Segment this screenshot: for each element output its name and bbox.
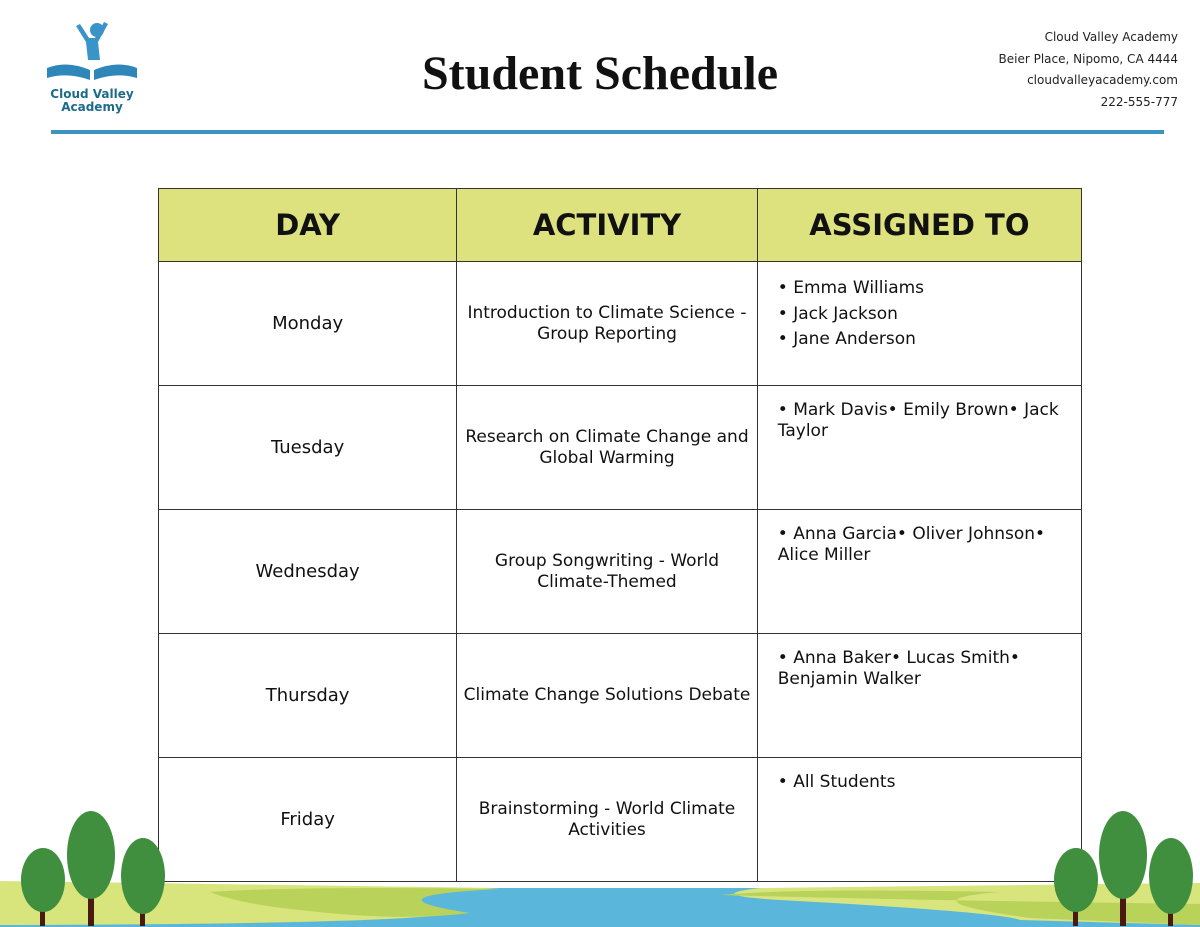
trees-right-icon (1054, 811, 1193, 926)
contact-info (999, 27, 1178, 113)
assigned-cell (757, 262, 1081, 386)
contact-phone: 222-555-777 (1100, 94, 1178, 109)
table-row (159, 634, 1082, 758)
day-cell: Wednesday (159, 510, 457, 634)
header-activity: ACTIVITY (457, 189, 758, 262)
table-header-row (159, 189, 1082, 262)
day-cell: Tuesday (159, 386, 457, 510)
activity-cell: Group Songwriting - World Climate-Themed (457, 510, 758, 634)
trees-left-icon (21, 811, 165, 926)
page-title: Student Schedule (421, 47, 779, 100)
activity-cell: Research on Climate Change and Global Warming (457, 386, 758, 510)
contact-name: Cloud Valley Academy (1044, 30, 1178, 44)
assignee: • Emma Williams (777, 278, 925, 298)
activity-cell: Introduction to Climate Science - Group Reporting (457, 262, 758, 386)
activity-cell: Climate Change Solutions Debate (457, 634, 758, 758)
assigned-cell: • Anna Garcia• Oliver Johnson• Alice Miller (757, 510, 1081, 634)
contact-address: Beier Place, Nipomo, CA 4444 (998, 51, 1178, 66)
header-divider (51, 130, 1164, 134)
assignee: • Jack Jackson (777, 303, 898, 324)
day-cell: Monday (159, 262, 457, 386)
assigned-cell: • Anna Baker• Lucas Smith• Benjamin Walker (757, 634, 1081, 758)
table-row (159, 510, 1082, 634)
header-day: DAY (159, 189, 457, 262)
table-row (159, 262, 1082, 386)
header-assigned: ASSIGNED TO (757, 189, 1081, 262)
landscape-illustration (0, 800, 1200, 927)
day-cell: Friday (159, 758, 457, 882)
contact-website: cloudvalleyacademy.com (1027, 73, 1178, 87)
schedule-table (158, 188, 1082, 882)
logo-text-2: Academy (61, 100, 123, 114)
assignee: • Jane Anderson (777, 329, 916, 349)
assigned-cell: • Mark Davis• Emily Brown• Jack Taylor (757, 386, 1081, 510)
activity-cell: Brainstorming - World Climate Activities (457, 758, 758, 882)
assigned-cell: • All Students (757, 758, 1081, 882)
day-cell: Thursday (159, 634, 457, 758)
logo-text-1: Cloud Valley (50, 87, 134, 101)
table-row (159, 386, 1082, 510)
